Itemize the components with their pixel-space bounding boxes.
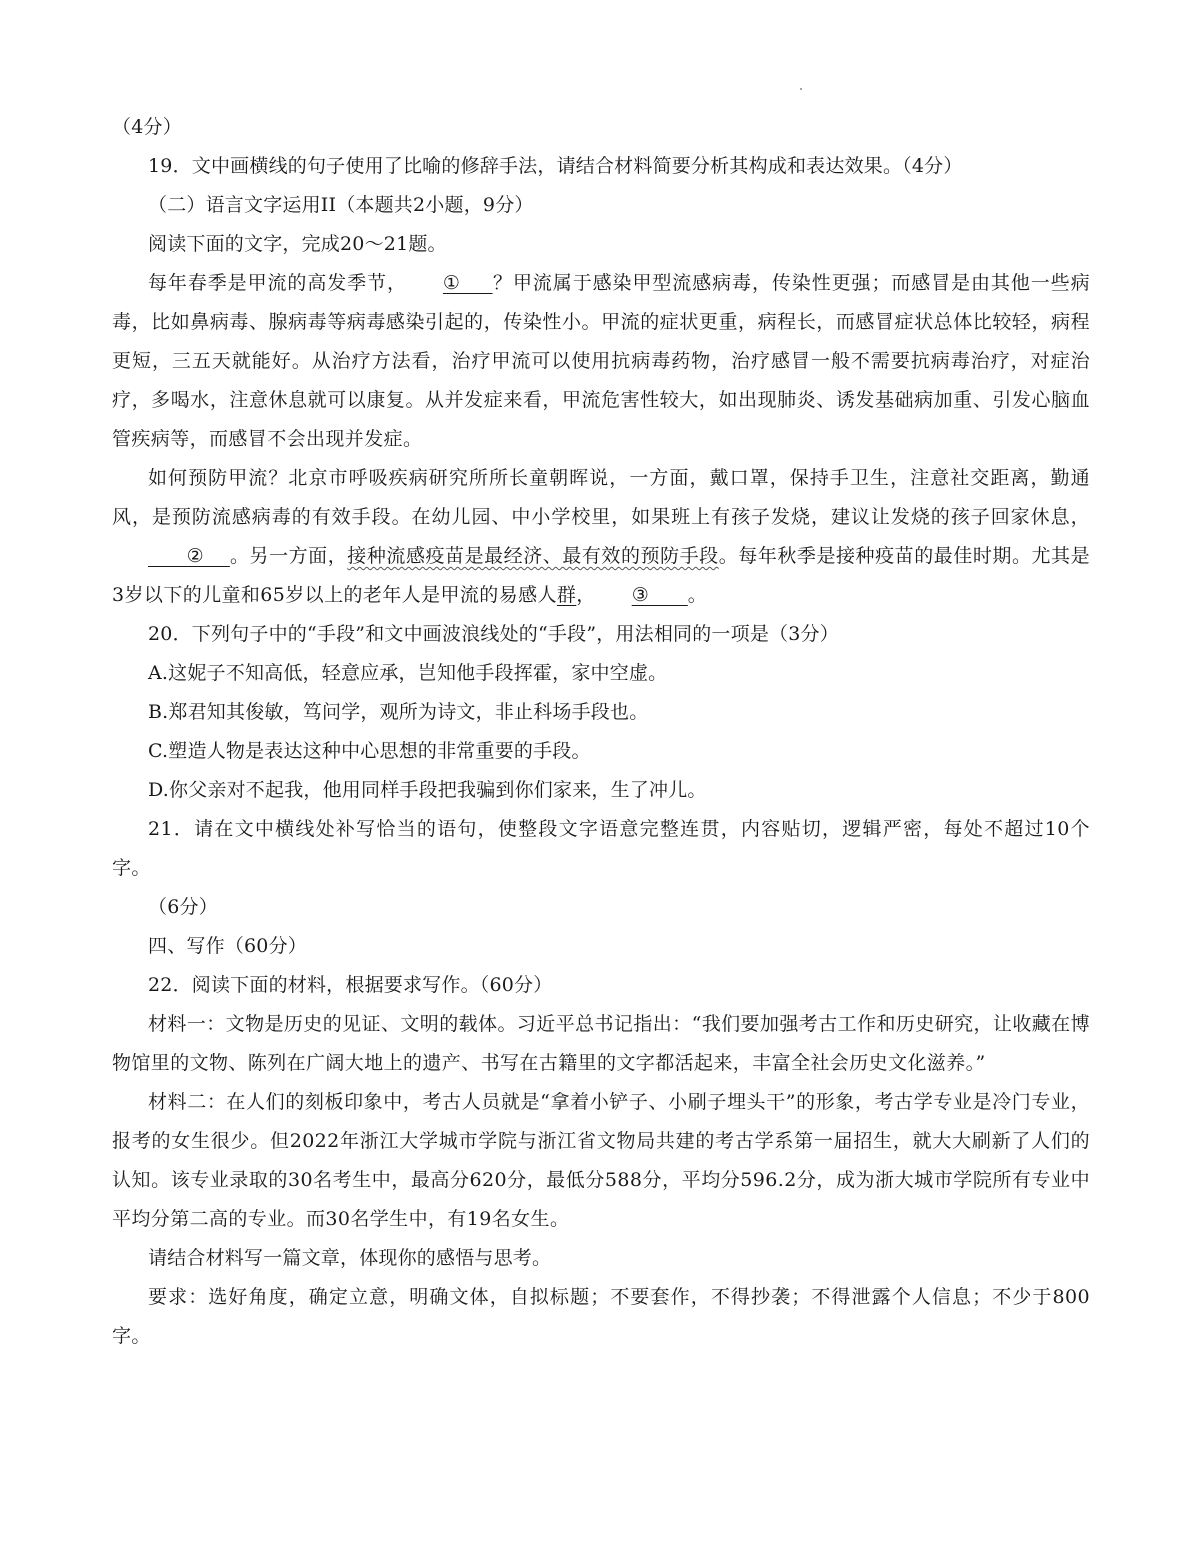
wavy-underlined-sentence: 接种流感疫苗是最经济、最有效的预防手段 <box>347 545 719 567</box>
answer-blank-2: ② <box>148 545 230 567</box>
answer-blank-1: ① <box>442 272 493 294</box>
passage-p2-cont: 。每年秋季是接种疫苗的最佳时期。尤其是3岁以下的儿童和65岁以上的老年人是甲流的易感人 <box>112 545 1090 606</box>
question-21-score: （6分） <box>148 896 218 918</box>
reading-instruction: 阅读下面的文字，完成20～21题。 <box>148 233 447 255</box>
passage-p1-start: 每年春季是甲流的高发季节， <box>148 272 407 294</box>
page-dot-mark <box>800 88 802 90</box>
underlined-char: 群 <box>556 584 577 606</box>
option-d: D.你父亲对不起我，他用同样手段把我骗到你们家来，生了冲儿。 <box>148 779 707 801</box>
section-4-title: 四、写作（60分） <box>148 935 307 957</box>
passage-p2-end: 。 <box>687 584 708 606</box>
passage-p2-start: 如何预防甲流？北京市呼吸疾病研究所所长童朝晖说，一方面，戴口罩，保持手卫生，注意社交距离，勤通风，是预防流感病毒的有效手段。在幼儿园、中小学校里，如果班上有孩子发烧，建议让发烧的孩子回家休息， <box>112 467 1090 528</box>
passage-p2-comma: ， <box>576 584 596 606</box>
passage-p1-rest: ？甲流属于感染甲型流感病毒，传染性更强；而感冒是由其他一些病毒，比如鼻病毒、腺病毒等病毒感染引起的，传染性小。甲流的症状更重，病程长，而感冒症状总体比较轻，病程更短，三五天就能好。从治疗方法看，治疗甲流可以使用抗病毒药物，治疗感冒一般不需要抗病毒治疗，对症治疗，多喝水，注意休息就可以康复。从并发症来看，甲流危害性较大，如出现肺炎、诱发基础病加重、引发心脑血管疾病等，而感冒不会出现并发症。 <box>112 272 1090 450</box>
passage-paragraph-1 <box>112 264 1090 459</box>
material-1: 材料一：文物是历史的见证、文明的载体。习近平总书记指出：“我们要加强考古工作和历史研究，让收藏在博物馆里的文物、陈列在广阔大地上的遗产、书写在古籍里的文字都活起来，丰富全社会历史文化滋养。” <box>112 1013 1090 1074</box>
question-21: 21．请在文中横线处补写恰当的语句，使整段文字语意完整连贯，内容贴切，逻辑严密，每处不超过10个字。 <box>112 818 1090 879</box>
option-b: B.郑君知其俊敏，笃问学，观所为诗文，非止科场手段也。 <box>148 701 649 723</box>
question-20: 20．下列句子中的“手段”和文中画波浪线处的“手段”，用法相同的一项是（3分） <box>148 623 839 645</box>
option-a: A.这妮子不知高低，轻意应承，岂知他手段挥霍，家中空虚。 <box>148 662 668 684</box>
passage-paragraph-2 <box>112 459 1090 615</box>
score-top: （4分） <box>112 116 182 138</box>
passage-p2-mid: 。另一方面， <box>229 545 348 567</box>
answer-blank-3: ③ <box>631 584 688 606</box>
writing-task: 请结合材料写一篇文章，体现你的感悟与思考。 <box>148 1247 552 1269</box>
material-2: 材料二：在人们的刻板印象中，考古人员就是“拿着小铲子、小刷子埋头干”的形象，考古学专业是冷门专业，报考的女生很少。但2022年浙江大学城市学院与浙江省文物局共建的考古学系第一届招生，就大大刷新了人们的认知。该专业录取的30名考生中，最高分620分，最低分588分，平均分596.2分，成为浙大城市学院所有专业中平均分第二高的专业。而30名学生中，有19名女生。 <box>112 1091 1090 1230</box>
writing-requirements: 要求：选好角度，确定立意，明确文体，自拟标题；不要套作，不得抄袭；不得泄露个人信息；不少于800字。 <box>112 1286 1090 1347</box>
question-19: 19．文中画横线的句子使用了比喻的修辞手法，请结合材料简要分析其构成和表达效果。（4分） <box>148 155 963 177</box>
exam-page <box>112 108 1090 1356</box>
question-22: 22．阅读下面的材料，根据要求写作。（60分） <box>148 974 553 996</box>
option-c: C.塑造人物是表达这种中心思想的非常重要的手段。 <box>148 740 591 762</box>
section-2-title: （二）语言文字运用II（本题共2小题，9分） <box>148 194 534 216</box>
